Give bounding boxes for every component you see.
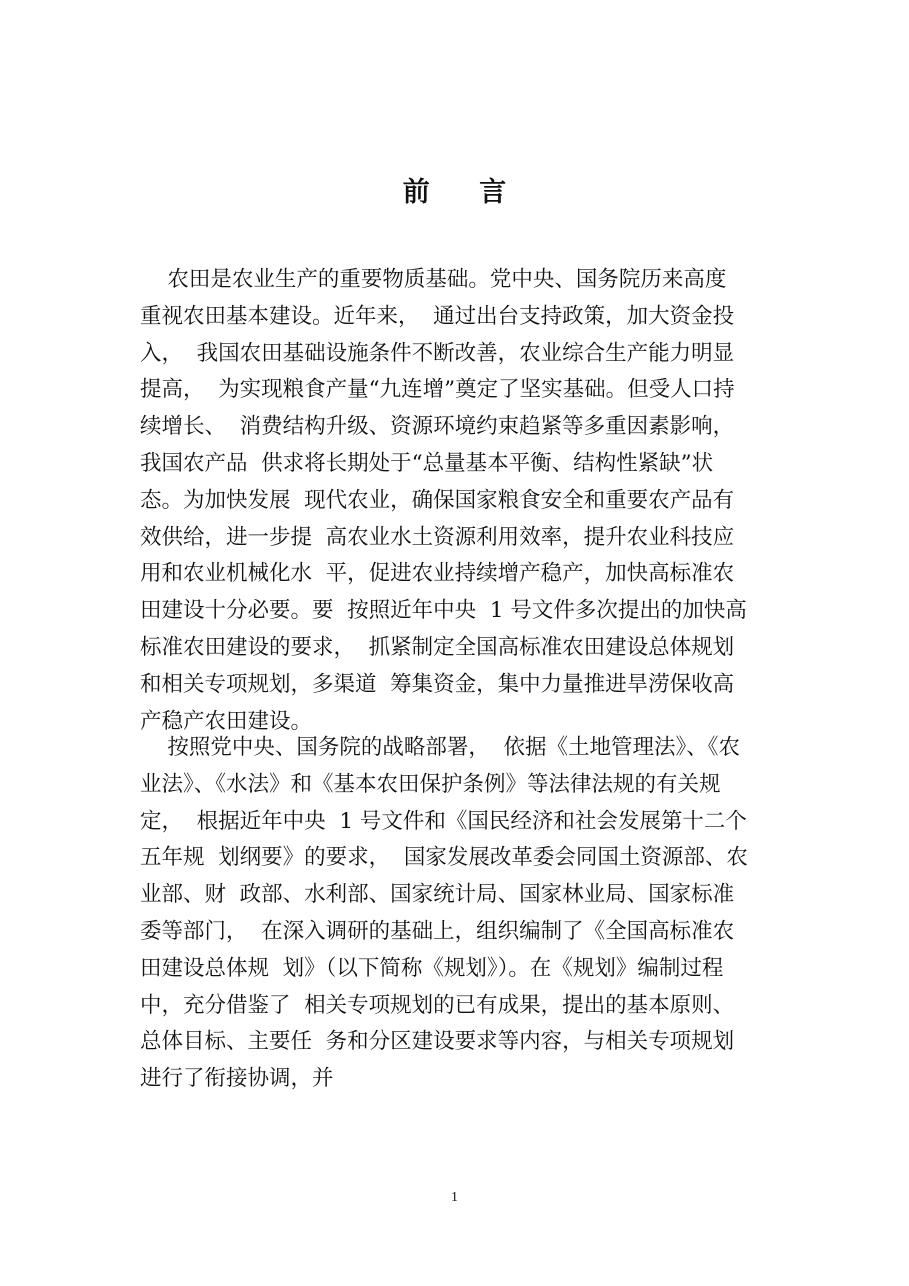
text-line: 产稳产农田建设。 (140, 708, 313, 734)
text-line: 田建设总体规 划》（以下简称《规划》）。在《规划》编制过程 (140, 955, 724, 981)
text-line: 业部、财 政部、水利部、国家统计局、国家林业局、国家标准 (140, 882, 735, 908)
text-line: 五年规 划纲要》的要求， 国家发展改革委会同国土资源部、农 (140, 845, 748, 871)
text-line: 中，充分借鉴了 相关专项规划的已有成果，提出的基本原则、 (140, 992, 735, 1018)
text-line: 重视农田基本建设。近年来， 通过出台支持政策，加大资金投 (140, 303, 735, 329)
text-line: 和相关专项规划，多渠道 筹集资金，集中力量推进旱涝保收高 (140, 671, 735, 697)
paragraph-1 (140, 262, 790, 740)
text-line: 业法》、《水法》和《基本农田保护条例》等法律法规的有关规 (140, 771, 721, 797)
text-line: 委等部门， 在深入调研的基础上，组织编制了《全国高标准农 (140, 918, 735, 944)
text-line: 提高， 为实现粮食产量“九连增”奠定了坚实基础。但受人口持 (140, 377, 735, 403)
text-line: 续增长、 消费结构升级、资源环境约束趋紧等多重因素影响， (140, 414, 735, 440)
page-title: 前 言 (402, 177, 527, 208)
text-line: 进行了衔接协调，并 (140, 1066, 334, 1092)
text-line: 态。为加快发展 现代农业，确保国家粮食安全和重要农产品有 (140, 487, 735, 513)
page-number: 1 (451, 1190, 458, 1205)
text-line: 我国农产品 供求将长期处于“总量基本平衡、结构性紧缺”状 (140, 450, 714, 476)
text-line: 农田是农业生产的重要物质基础。党中央、国务院历来高度 (140, 267, 727, 292)
text-line: 入， 我国农田基础设施条件不断改善，农业综合生产能力明显 (140, 340, 735, 366)
text-line: 田建设十分必要。要 按照近年中央 1 号文件多次提出的加快高 (140, 598, 747, 624)
text-line: 效供给，进一步提 高农业水土资源利用效率，提升农业科技应 (140, 524, 735, 550)
paragraph-2 (140, 730, 790, 1098)
text-line: 标准农田建设的要求， 抓紧制定全国高标准农田建设总体规划 (140, 634, 735, 660)
text-line: 按照党中央、国务院的战略部署， 依据《土地管理法》、《农 (140, 735, 741, 760)
text-line: 定， 根据近年中央 1 号文件和《国民经济和社会发展第十二个 (140, 808, 747, 834)
text-line: 总体目标、主要任 务和分区建设要求等内容，与相关专项规划 (140, 1029, 735, 1055)
text-line: 用和农业机械化水 平，促进农业持续增产稳产，加快高标准农 (140, 561, 735, 587)
